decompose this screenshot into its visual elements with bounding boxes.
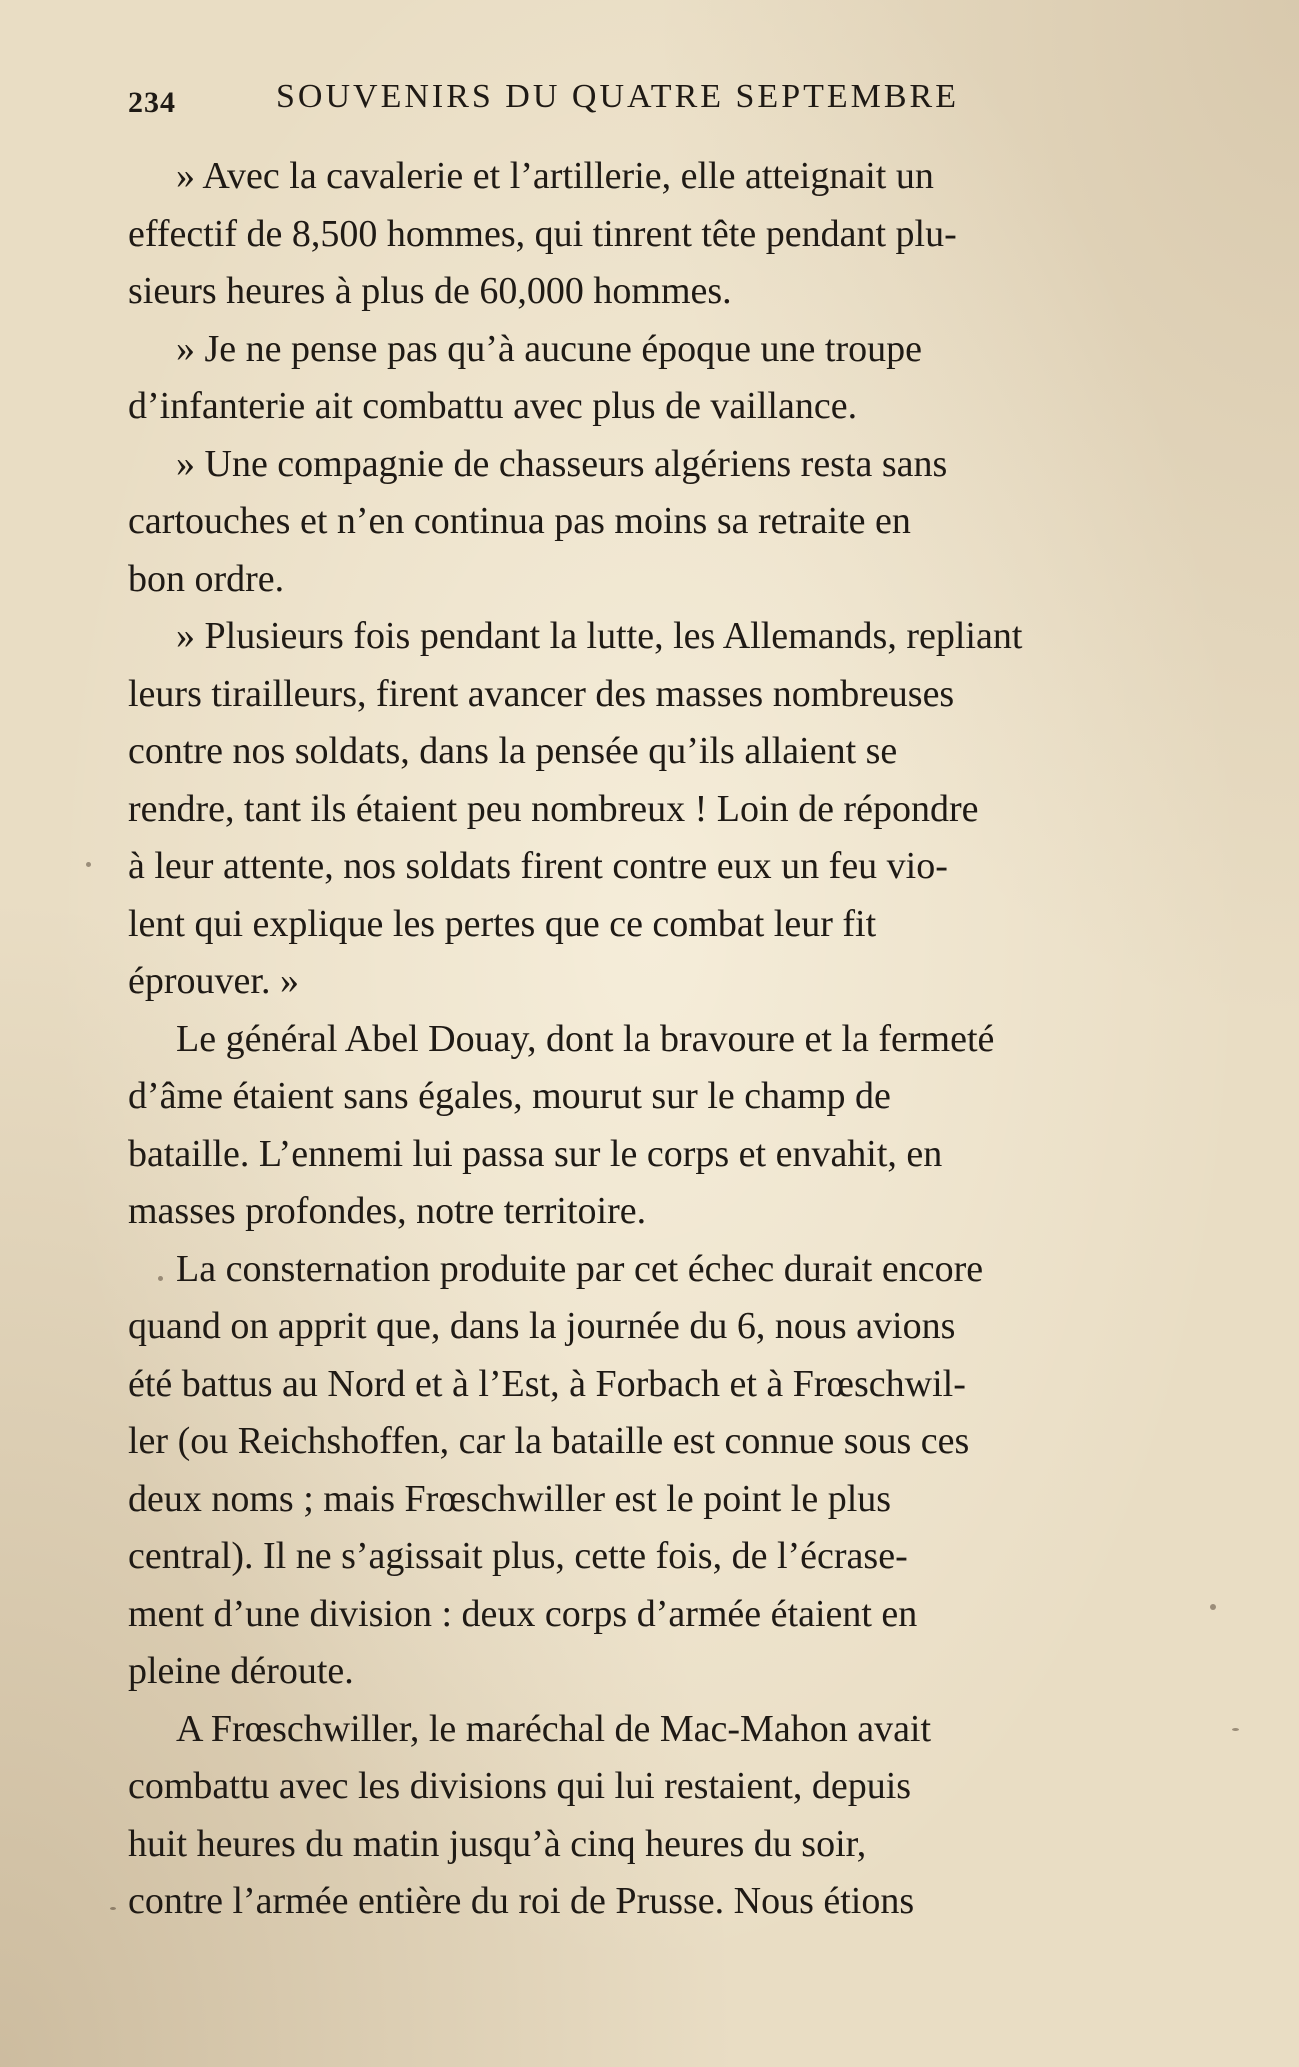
text-line: central). Il ne s’agissait plus, cette fois, de l’écrase- [128,1535,908,1577]
text-line: Le général Abel Douay, dont la bravoure et la fermeté [176,1017,995,1060]
paper-speck [1232,1728,1239,1731]
text-line: » Plusieurs fois pendant la lutte, les Allemands, repliant [176,615,1023,657]
paper-speck [1210,1604,1216,1610]
text-line: A Frœschwiller, le maréchal de Mac-Mahon avait [176,1707,932,1750]
text-line: » Je ne pense pas qu’à aucune époque une troupe [176,327,922,370]
page-header [128,78,1188,128]
text-line: bataille. L’ennemi lui passa sur le corps et envahit, en [128,1132,943,1175]
text-line: sieurs heures à plus de 60,000 hommes. [128,270,732,312]
text-line: deux noms ; mais Frœschwiller est le point le plus [128,1477,892,1520]
page-number: 234 [128,86,176,119]
running-title: SOUVENIRS DU QUATRE SEPTEMBRE [276,78,959,115]
text-line: cartouches et n’en continua pas moins sa retraite en [128,500,911,542]
text-line: été battus au Nord et à l’Est, à Forbach et à Frœschwil- [128,1362,966,1405]
text-line: » Avec la cavalerie et l’artillerie, elle atteignait un [176,155,934,197]
body-text [128,148,1188,1931]
text-line: huit heures du matin jusqu’à cinq heures du soir, [128,1822,867,1865]
text-line: combattu avec les divisions qui lui restaient, depuis [128,1765,912,1807]
text-line: leurs tirailleurs, firent avancer des masses nombreuses [128,672,955,715]
text-line: ler (ou Reichshoffen, car la bataille est connue sous ces [128,1420,970,1462]
text-line: quand on apprit que, dans la journée du 6, nous avions [128,1305,956,1347]
text-line: masses profondes, notre territoire. [128,1190,647,1232]
paper-speck [110,1907,116,1910]
text-line: contre l’armée entière du roi de Prusse. Nous étions [128,1880,915,1922]
text-line: La consternation produite par cet échec durait encore [176,1247,984,1290]
text-line: contre nos soldats, dans la pensée qu’ils allaient se [128,730,898,772]
text-line: pleine déroute. [128,1650,354,1692]
text-line: effectif de 8,500 hommes, qui tinrent tête pendant plu- [128,212,957,255]
paper-speck [86,862,91,867]
text-line: ment d’une division : deux corps d’armée étaient en [128,1592,918,1635]
text-line: éprouver. » [128,960,299,1002]
text-line: d’âme étaient sans égales, mourut sur le champ de [128,1075,891,1117]
text-line: d’infanterie ait combattu avec plus de vaillance. [128,385,858,427]
text-line: bon ordre. [128,557,285,600]
paper-speck [158,1276,163,1281]
text-line: rendre, tant ils étaient peu nombreux ! Loin de répondre [128,787,979,830]
text-line: lent qui explique les pertes que ce combat leur fit [128,902,877,945]
text-line: à leur attente, nos soldats firent contre eux un feu vio- [128,845,948,887]
text-line: » Une compagnie de chasseurs algériens resta sans [176,442,948,485]
